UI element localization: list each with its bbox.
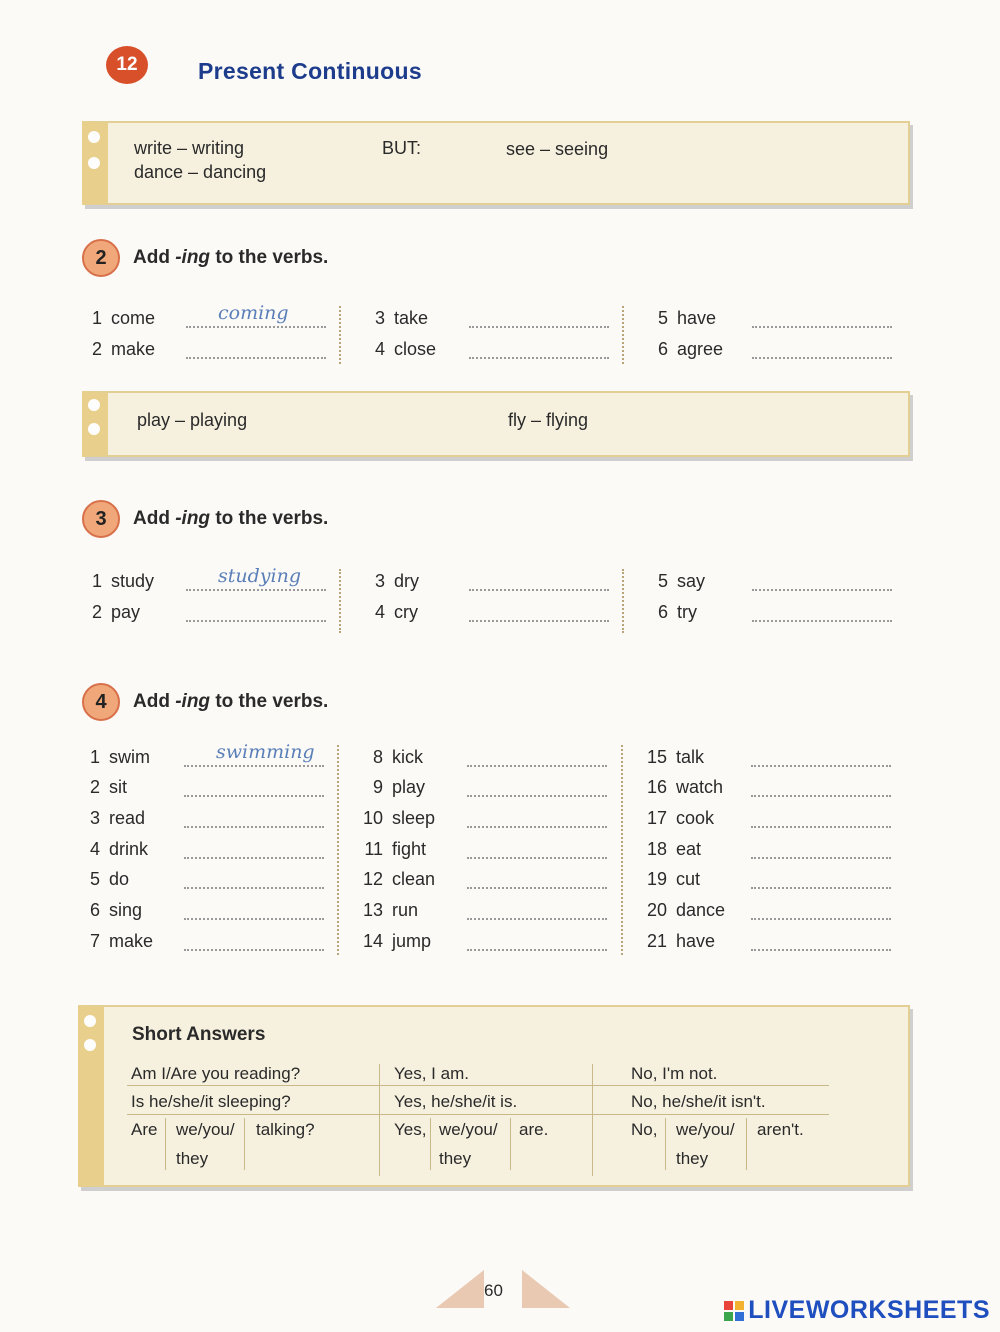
item-number: 2 — [91, 602, 102, 622]
item-number: 5 — [89, 869, 100, 889]
exercise-item — [74, 339, 319, 363]
item-number: 16 — [646, 777, 667, 797]
item-number: 2 — [89, 777, 100, 797]
exercise-item — [357, 339, 602, 363]
answer-blank[interactable] — [469, 571, 609, 591]
table-rule — [746, 1118, 747, 1170]
answer-blank[interactable] — [186, 602, 326, 622]
table-rule — [127, 1085, 829, 1086]
answer-blank[interactable] — [469, 602, 609, 622]
exercise-item — [355, 808, 600, 832]
item-verb: make — [111, 339, 156, 359]
item-verb: have — [676, 931, 716, 951]
question-talking: talking? — [256, 1120, 315, 1139]
answer-blank[interactable] — [467, 808, 607, 828]
answer-blank[interactable] — [186, 339, 326, 359]
item-number: 7 — [89, 931, 100, 951]
answer-yes-are: are. — [519, 1120, 549, 1139]
exercise-item — [357, 308, 602, 332]
question-are: Are — [131, 1120, 158, 1139]
exercise-item — [640, 308, 885, 332]
item-verb: cut — [676, 869, 701, 889]
answer-blank[interactable] — [751, 931, 891, 951]
exercise-3-number: 3 — [82, 500, 120, 538]
binder-hole — [84, 1015, 96, 1027]
item-verb: sing — [109, 900, 143, 920]
rule-example-dance: dance – dancing — [134, 162, 267, 182]
item-number: 4 — [374, 339, 385, 359]
binder-hole — [88, 157, 100, 169]
column-separator — [337, 745, 339, 955]
answer-blank[interactable] — [467, 747, 607, 767]
column-separator — [339, 569, 341, 633]
item-number: 11 — [364, 839, 383, 859]
page-number: 60 — [484, 1281, 503, 1300]
short-answers-title: Short Answers — [132, 1024, 266, 1045]
exercise-item — [640, 339, 885, 363]
exercise-item — [639, 900, 884, 924]
answer-blank[interactable] — [752, 571, 892, 591]
exercise-item — [355, 900, 600, 924]
exercise-item — [639, 931, 884, 955]
item-verb: cook — [676, 808, 715, 828]
answer-yes-word: Yes, — [394, 1120, 427, 1139]
exercise-item — [640, 602, 885, 626]
item-verb: come — [111, 308, 156, 328]
exercise-item — [74, 602, 319, 626]
column-separator — [339, 306, 341, 364]
item-number: 2 — [91, 339, 102, 359]
rule-example-write: write – writing — [134, 138, 245, 158]
table-rule — [510, 1118, 511, 1170]
question-am-i-reading: Am I/Are you reading? — [131, 1064, 301, 1083]
answer-blank[interactable] — [184, 777, 324, 797]
answer-no-pronoun-line1: we/you/ — [676, 1120, 735, 1139]
item-number: 20 — [646, 900, 667, 920]
answer-example: coming — [218, 302, 289, 324]
unit-title: Present Continuous — [198, 58, 422, 84]
liveworksheets-logo-text: LIVEWORKSHEETS — [748, 1296, 990, 1324]
answer-blank[interactable] — [184, 839, 324, 859]
table-rule — [665, 1118, 666, 1170]
item-number: 1 — [91, 308, 102, 328]
table-rule — [379, 1064, 380, 1176]
answer-no-im-not: No, I'm not. — [631, 1064, 718, 1083]
exercise-item — [355, 747, 600, 771]
unit-number-badge: 12 — [106, 46, 148, 84]
answer-blank[interactable] — [752, 339, 892, 359]
answer-example: swimming — [216, 741, 315, 763]
answer-blank[interactable] — [467, 900, 607, 920]
answer-blank[interactable] — [467, 839, 607, 859]
item-verb: kick — [392, 747, 423, 767]
exercise-item — [72, 931, 317, 955]
answer-blank[interactable] — [184, 869, 324, 889]
exercise-item — [74, 302, 319, 332]
item-number: 8 — [372, 747, 383, 767]
rule-example-play: play – playing — [137, 410, 248, 430]
answer-blank[interactable] — [467, 931, 607, 951]
answer-no-word: No, — [631, 1120, 658, 1139]
logo-square — [724, 1312, 733, 1321]
answer-yes-pronoun-line2: they — [439, 1149, 472, 1168]
exercise-item — [72, 839, 317, 863]
question-pronoun-line1: we/you/ — [176, 1120, 235, 1139]
answer-blank[interactable] — [184, 808, 324, 828]
answer-yes-he-is: Yes, he/she/it is. — [394, 1092, 518, 1111]
item-number: 1 — [89, 747, 100, 767]
exercise-item — [72, 808, 317, 832]
item-number: 17 — [646, 808, 667, 828]
exercise-item — [357, 602, 602, 626]
answer-blank[interactable] — [751, 808, 891, 828]
item-verb: watch — [676, 777, 724, 797]
item-number: 12 — [362, 869, 383, 889]
exercise-item — [355, 839, 600, 863]
column-separator — [622, 306, 624, 364]
column-separator — [622, 569, 624, 633]
item-number: 9 — [372, 777, 383, 797]
exercise-item — [355, 777, 600, 801]
answer-blank[interactable] — [184, 931, 324, 951]
exercise-item — [74, 565, 319, 595]
item-number: 10 — [362, 808, 383, 828]
item-number: 5 — [657, 571, 668, 591]
answer-blank[interactable] — [469, 308, 609, 328]
item-verb: drink — [109, 839, 149, 859]
item-verb: make — [109, 931, 154, 951]
exercise-item — [639, 808, 884, 832]
answer-blank[interactable] — [751, 747, 891, 767]
item-verb: read — [109, 808, 146, 828]
exercise-item — [639, 869, 884, 893]
item-verb: agree — [677, 339, 724, 359]
answer-blank[interactable] — [467, 777, 607, 797]
question-pronoun-line2: they — [176, 1149, 209, 1168]
item-verb: have — [677, 308, 717, 328]
item-verb: pay — [111, 602, 141, 622]
exercise-item — [72, 741, 317, 771]
binder-hole — [88, 399, 100, 411]
logo-square — [735, 1301, 744, 1310]
answer-blank[interactable] — [751, 777, 891, 797]
item-verb: sleep — [392, 808, 436, 828]
item-number: 6 — [657, 602, 668, 622]
exercise-item — [72, 869, 317, 893]
item-verb: sit — [109, 777, 127, 797]
exercise-4-title: Add -ing to the verbs. — [133, 691, 329, 712]
rule-example-fly: fly – flying — [508, 410, 589, 430]
item-verb: do — [109, 869, 130, 889]
answer-blank[interactable] — [184, 741, 324, 767]
item-verb: talk — [676, 747, 705, 767]
table-rule — [127, 1114, 829, 1115]
item-verb: study — [111, 571, 155, 591]
table-rule — [165, 1118, 166, 1170]
rule-exception-see: see – seeing — [506, 139, 609, 159]
answer-blank[interactable] — [751, 869, 891, 889]
item-number: 19 — [646, 869, 667, 889]
item-verb: play — [392, 777, 426, 797]
item-number: 3 — [89, 808, 100, 828]
binder-hole — [88, 131, 100, 143]
exercise-4-number: 4 — [82, 683, 120, 721]
page-tab-right-decoration — [522, 1270, 570, 1308]
item-verb: dry — [394, 571, 420, 591]
exercise-item — [72, 777, 317, 801]
column-separator — [621, 745, 623, 955]
page-tab-left-decoration — [436, 1270, 484, 1308]
binder-hole — [88, 423, 100, 435]
exercise-item — [355, 869, 600, 893]
item-verb: run — [392, 900, 419, 920]
liveworksheets-logo-icon — [724, 1301, 744, 1321]
answer-blank[interactable] — [186, 565, 326, 591]
item-number: 14 — [362, 931, 383, 951]
item-number: 18 — [646, 839, 667, 859]
item-verb: dance — [676, 900, 726, 920]
logo-square — [724, 1301, 733, 1310]
exercise-item — [355, 931, 600, 955]
logo-square — [735, 1312, 744, 1321]
item-verb: say — [677, 571, 706, 591]
item-number: 4 — [374, 602, 385, 622]
item-number: 6 — [89, 900, 100, 920]
binder-hole — [84, 1039, 96, 1051]
exercise-item — [357, 571, 602, 595]
item-verb: jump — [392, 931, 432, 951]
exercise-item — [72, 900, 317, 924]
item-verb: try — [677, 602, 697, 622]
item-number: 4 — [89, 839, 100, 859]
item-verb: eat — [676, 839, 702, 859]
item-number: 3 — [374, 308, 385, 328]
answer-blank[interactable] — [467, 869, 607, 889]
answer-no-he-isnt: No, he/she/it isn't. — [631, 1092, 766, 1111]
item-verb: swim — [109, 747, 150, 767]
item-number: 3 — [374, 571, 385, 591]
item-number: 6 — [657, 339, 668, 359]
answer-blank[interactable] — [751, 839, 891, 859]
question-is-he-sleeping: Is he/she/it sleeping? — [131, 1092, 291, 1111]
table-rule — [244, 1118, 245, 1170]
liveworksheets-logo — [724, 1296, 990, 1325]
item-number: 15 — [646, 747, 667, 767]
answer-blank[interactable] — [752, 308, 892, 328]
rule-but-label: BUT: — [382, 138, 422, 158]
answer-yes-i-am: Yes, I am. — [394, 1064, 469, 1083]
answer-blank[interactable] — [752, 602, 892, 622]
exercise-item — [640, 571, 885, 595]
answer-no-arent: aren't. — [757, 1120, 804, 1139]
exercise-item — [639, 839, 884, 863]
exercise-3-title: Add -ing to the verbs. — [133, 508, 329, 529]
answer-example: studying — [218, 565, 301, 587]
item-verb: cry — [394, 602, 418, 622]
answer-blank[interactable] — [751, 900, 891, 920]
exercise-2-number: 2 — [82, 239, 120, 277]
item-verb: clean — [392, 869, 436, 889]
table-rule — [430, 1118, 431, 1170]
item-number: 21 — [646, 931, 667, 951]
item-verb: close — [394, 339, 437, 359]
item-number: 13 — [362, 900, 383, 920]
exercise-item — [639, 747, 884, 771]
exercise-item — [639, 777, 884, 801]
item-number: 5 — [657, 308, 668, 328]
table-rule — [592, 1064, 593, 1176]
answer-no-pronoun-line2: they — [676, 1149, 709, 1168]
answer-yes-pronoun-line1: we/you/ — [439, 1120, 498, 1139]
answer-blank[interactable] — [186, 302, 326, 328]
answer-blank[interactable] — [469, 339, 609, 359]
item-verb: fight — [392, 839, 427, 859]
item-number: 1 — [91, 571, 102, 591]
item-verb: take — [394, 308, 429, 328]
exercise-2-title: Add -ing to the verbs. — [133, 247, 329, 268]
answer-blank[interactable] — [184, 900, 324, 920]
